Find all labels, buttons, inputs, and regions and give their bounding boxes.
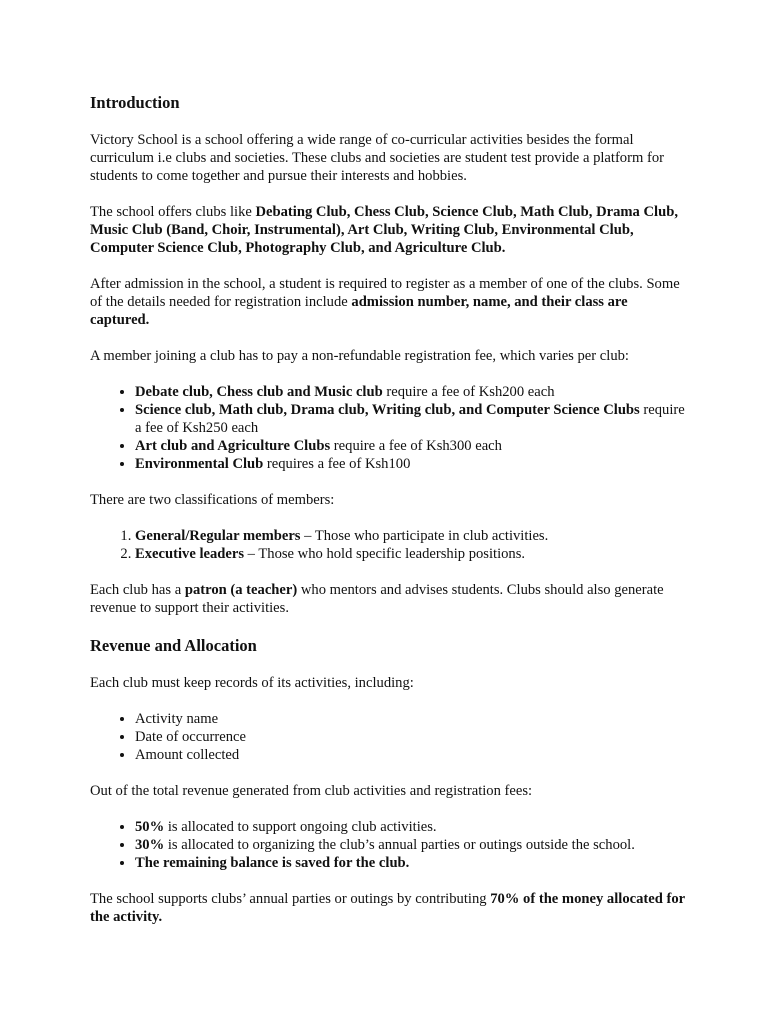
registration-paragraph [90, 275, 690, 329]
list-item [135, 527, 690, 545]
member-type: Executive leaders [135, 546, 245, 562]
intro-paragraph: Victory School is a school offering a wide range of co-curricular activities besides the formal curriculum i.e clubs and societies. These clubs and societies are student test provide a platform for students to come together and pursue their interests and hobbies. [90, 132, 664, 184]
list-item: • Amount collected [135, 746, 690, 764]
records-list [90, 710, 690, 764]
allocation-balance: The remaining balance is saved for the club. [135, 855, 410, 871]
list-item [135, 545, 690, 563]
allocation-percent: 30% [135, 837, 165, 853]
list-item [135, 818, 690, 836]
list-item [135, 455, 690, 473]
list-item [135, 383, 690, 401]
clubs-paragraph [90, 203, 690, 257]
fee-clubs: Debate club, Chess club and Music club [135, 384, 383, 400]
fee-clubs: Science club, Math club, Drama club, Writing club, and Computer Science Clubs [135, 402, 640, 418]
heading-revenue: Revenue and Allocation [90, 636, 257, 655]
patron-suffix: who mentors and advises students. Clubs should also generate revenue to support their activities. [90, 582, 664, 616]
allocation-text: is allocated to organizing the club’s annual parties or outings outside the school. [164, 837, 635, 853]
fee-amount: requires a fee of Ksh100 [263, 456, 411, 472]
list-item [135, 401, 690, 437]
allocation-percent: 50% [135, 819, 165, 835]
patron-bold: patron (a teacher) [184, 582, 298, 598]
contribution-prefix: The school supports clubs’ annual parties or outings by contributing [90, 891, 491, 907]
contribution-paragraph [90, 890, 690, 926]
list-item: • Activity name [135, 710, 690, 728]
list-item [135, 836, 690, 854]
fee-amount: require a fee of Ksh250 each [135, 402, 685, 436]
clubs-list-bold: Debating Club, Chess Club, Science Club, Math Club, Drama Club, Music Club (Band, Choir, Instrumental), Art Club, Writing Club, Environmental Club, Computer Science Club, Photography Club, and Agriculture Club. [90, 204, 678, 256]
list-item [135, 437, 690, 455]
registration-details-bold: admission number, name, and their class are captured. [90, 294, 628, 328]
clubs-prefix: The school offers clubs like [90, 204, 256, 220]
fee-intro-paragraph: A member joining a club has to pay a non-refundable registration fee, which varies per club: [90, 348, 629, 364]
registration-prefix: After admission in the school, a student is required to register as a member of one of the clubs. Some of the details needed for registration include [90, 276, 680, 310]
fee-clubs: Art club and Agriculture Clubs [135, 438, 331, 454]
fee-list [90, 383, 690, 473]
allocation-list [90, 818, 690, 872]
patron-prefix: Each club has a [90, 582, 185, 598]
member-type: General/Regular members [135, 528, 301, 544]
list-item: • Date of occurrence [135, 728, 690, 746]
list-item [135, 854, 690, 872]
classification-paragraph: There are two classifications of members: [90, 492, 335, 508]
patron-paragraph [90, 581, 690, 617]
fee-amount: require a fee of Ksh200 each [382, 384, 555, 400]
records-paragraph: Each club must keep records of its activities, including: [90, 675, 414, 691]
document-page [90, 92, 690, 944]
fee-clubs: Environmental Club [135, 456, 264, 472]
member-description: – Those who participate in club activities. [300, 528, 549, 544]
fee-amount: require a fee of Ksh300 each [330, 438, 502, 454]
classification-list [90, 527, 690, 563]
heading-introduction: Introduction [90, 93, 180, 112]
allocation-intro-paragraph: Out of the total revenue generated from club activities and registration fees: [90, 783, 533, 799]
contribution-bold: 70% of the money allocated for the activity. [90, 891, 685, 925]
allocation-text: is allocated to support ongoing club activities. [164, 819, 437, 835]
member-description: – Those who hold specific leadership positions. [244, 546, 526, 562]
